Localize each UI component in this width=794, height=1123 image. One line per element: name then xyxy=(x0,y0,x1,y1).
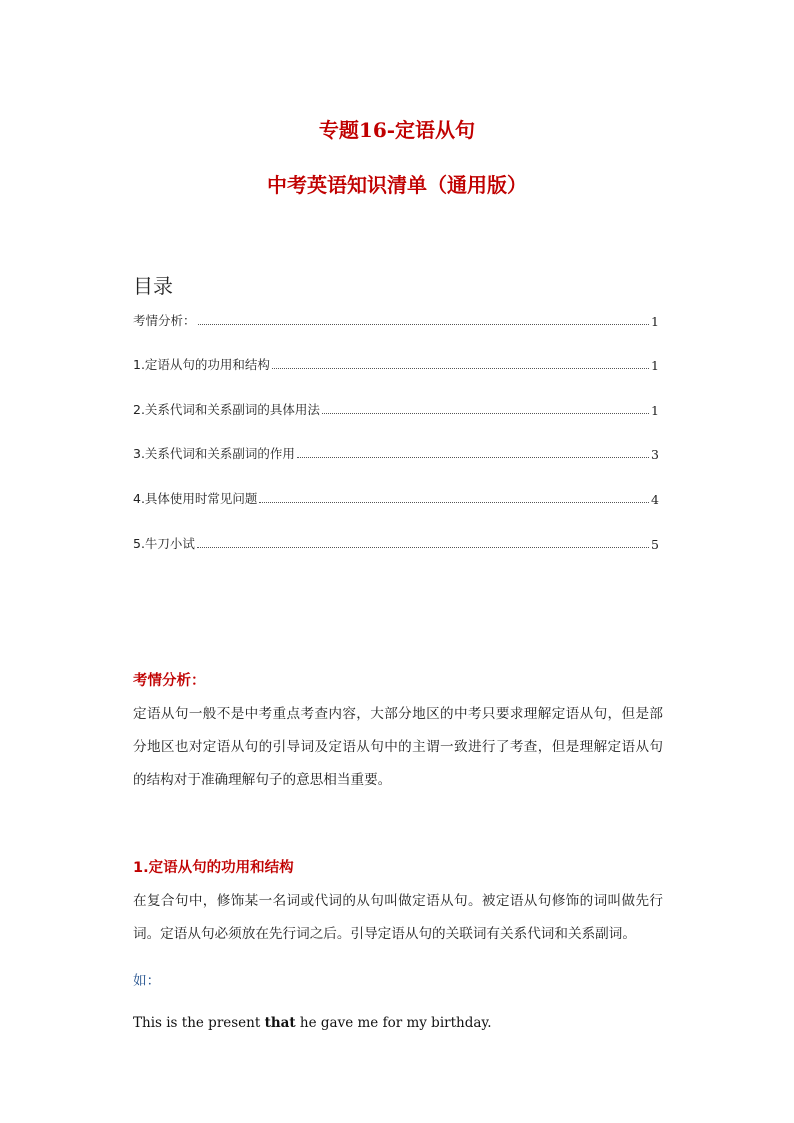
toc-entry-page: 1 xyxy=(651,314,659,329)
example-sentence xyxy=(133,1015,492,1031)
toc-leader-dots xyxy=(322,413,649,414)
toc-leader-dots xyxy=(259,502,649,503)
toc-entry[interactable] xyxy=(133,309,659,329)
toc-heading: 目录 xyxy=(133,274,173,298)
example-keyword: that xyxy=(264,1015,296,1031)
toc-entry-label: 1.定语从句的功用和结构 xyxy=(133,357,270,372)
toc-entry-label: 3.关系代词和关系副词的作用 xyxy=(133,446,295,461)
toc-entry-label: 5.牛刀小试 xyxy=(133,536,195,551)
toc-entry-page: 3 xyxy=(651,447,659,462)
document-title: 专题16-定语从句 xyxy=(318,118,476,142)
section-1-heading: 1.定语从句的功用和结构 xyxy=(133,860,294,876)
toc-entry-page: 4 xyxy=(651,492,659,507)
toc-entry-page: 5 xyxy=(651,537,659,552)
toc-entry[interactable] xyxy=(133,487,659,507)
section-1-paragraph: 在复合句中，修饰某一名词或代词的从句叫做定语从句。被定语从句修饰的词叫做先行词。定语从句必须放在先行词之后。引导定语从句的关联词有关系代词和关系副词。 xyxy=(133,893,663,942)
toc-entry[interactable] xyxy=(133,442,659,462)
document-subtitle: 中考英语知识清单（通用版） xyxy=(267,173,527,197)
analysis-heading: 考情分析： xyxy=(133,673,206,689)
toc-leader-dots xyxy=(198,324,650,325)
example-label: 如： xyxy=(133,973,161,989)
toc-entry[interactable] xyxy=(133,532,659,552)
toc-leader-dots xyxy=(297,457,649,458)
toc-entry[interactable] xyxy=(133,398,659,418)
analysis-paragraph: 定语从句一般不是中考重点考查内容，大部分地区的中考只要求理解定语从句，但是部分地区也对定语从句的引导词及定语从句中的主谓一致进行了考查，但是理解定语从句的结构对于准确理解句子的意思相当重要。 xyxy=(133,706,663,788)
toc-entry-page: 1 xyxy=(651,403,659,418)
example-text-before: This is the present xyxy=(133,1015,265,1031)
toc-entry-page: 1 xyxy=(651,358,659,373)
toc-entry-label: 2.关系代词和关系副词的具体用法 xyxy=(133,402,320,417)
toc-entry-label: 4.具体使用时常见问题 xyxy=(133,491,258,506)
toc-leader-dots xyxy=(197,547,649,548)
example-text-after: he gave me for my birthday. xyxy=(295,1015,492,1031)
toc-leader-dots xyxy=(272,368,649,369)
toc-entry-label: 考情分析： xyxy=(133,313,196,328)
toc-entry[interactable] xyxy=(133,353,659,373)
